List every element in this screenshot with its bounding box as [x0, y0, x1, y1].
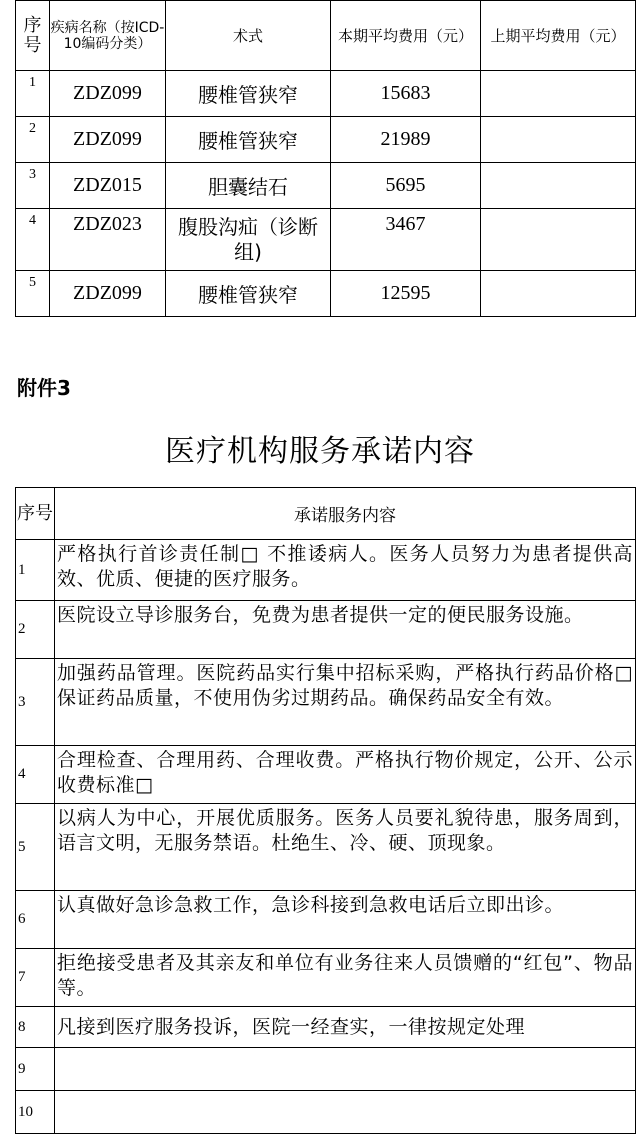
header-current-avg: 本期平均费用（元）: [331, 1, 481, 71]
commitment-text: 以病人为中心，开展优质服务。医务人员要礼貌待患，服务周到，语言文明，无服务禁语。杜绝生、冷、硬、顶现象。: [55, 804, 636, 891]
table-row: [16, 540, 636, 601]
row-number: 7: [16, 949, 55, 1007]
table-row: [16, 117, 636, 163]
commitment-text: 认真做好急诊急救工作，急诊科接到急救电话后立即出诊。: [55, 891, 636, 949]
procedure-name: 腰椎管狭窄: [166, 117, 331, 163]
procedure-name: 腰椎管狭窄: [166, 71, 331, 117]
current-cost: 21989: [331, 117, 481, 163]
row-number: 2: [16, 601, 55, 659]
previous-cost: [481, 163, 636, 209]
current-cost: 12595: [331, 271, 481, 317]
current-cost: 15683: [331, 71, 481, 117]
previous-cost: [481, 209, 636, 271]
disease-code: ZDZ099: [50, 71, 166, 117]
row-number: 5: [16, 804, 55, 891]
disease-code: ZDZ099: [50, 271, 166, 317]
table-row: [16, 746, 636, 804]
table-row: [16, 209, 636, 271]
row-number: 9: [16, 1048, 55, 1091]
table-row: [16, 1048, 636, 1091]
header-index: 序号: [16, 1, 50, 71]
commitment-text: 合理检查、合理用药、合理收费。严格执行物价规定，公开、公示收费标准□: [55, 746, 636, 804]
disease-code: ZDZ023: [50, 209, 166, 271]
table-row: [16, 804, 636, 891]
table-row: [16, 1007, 636, 1048]
table-row: [16, 659, 636, 746]
table-row: [16, 601, 636, 659]
table-row: [16, 163, 636, 209]
page-title: 医疗机构服务承诺内容: [165, 434, 475, 469]
table-row: [16, 271, 636, 317]
previous-cost: [481, 117, 636, 163]
row-number: 2: [16, 117, 50, 163]
cost-table: [15, 0, 636, 317]
row-number: 5: [16, 271, 50, 317]
previous-cost: [481, 271, 636, 317]
procedure-name: 腰椎管狭窄: [166, 271, 331, 317]
row-number: 8: [16, 1007, 55, 1048]
disease-code: ZDZ015: [50, 163, 166, 209]
current-cost: 5695: [331, 163, 481, 209]
commitment-text: 凡接到医疗服务投诉，医院一经查实，一律按规定处理: [55, 1007, 636, 1048]
row-number: 1: [16, 71, 50, 117]
table-row: [16, 949, 636, 1007]
header-disease: 疾病名称（按ICD-10编码分类）: [50, 1, 166, 71]
procedure-name: 胆囊结石: [166, 163, 331, 209]
commitment-text: [55, 1091, 636, 1134]
header-procedure: 术式: [166, 1, 331, 71]
header-previous-avg: 上期平均费用（元）: [481, 1, 636, 71]
row-number: 4: [16, 746, 55, 804]
cost-table-header: [16, 1, 636, 71]
commitment-text: 严格执行首诊责任制□ 不推诿病人。医务人员努力为患者提供高效、优质、便捷的医疗服务。: [55, 540, 636, 601]
previous-cost: [481, 71, 636, 117]
attachment-label: 附件3: [17, 376, 71, 400]
row-number: 3: [16, 163, 50, 209]
header-index: 序号: [16, 488, 55, 540]
table-row: [16, 891, 636, 949]
disease-code: ZDZ099: [50, 117, 166, 163]
commitment-table: [15, 487, 636, 1134]
row-number: 4: [16, 209, 50, 271]
row-number: 3: [16, 659, 55, 746]
row-number: 6: [16, 891, 55, 949]
header-content: 承诺服务内容: [55, 488, 636, 540]
procedure-name: 腹股沟疝（诊断组): [166, 209, 331, 271]
table-row: [16, 1091, 636, 1134]
row-number: 1: [16, 540, 55, 601]
commitment-text: 加强药品管理。医院药品实行集中招标采购，严格执行药品价格□ 保证药品质量，不使用伪劣过期药品。确保药品安全有效。: [55, 659, 636, 746]
current-cost: 3467: [331, 209, 481, 271]
commitment-table-header: [16, 488, 636, 540]
commitment-text: 拒绝接受患者及其亲友和单位有业务往来人员馈赠的“红包”、物品等。: [55, 949, 636, 1007]
commitment-text: 医院设立导诊服务台，免费为患者提供一定的便民服务设施。: [55, 601, 636, 659]
table-row: [16, 71, 636, 117]
commitment-text: [55, 1048, 636, 1091]
row-number: 10: [16, 1091, 55, 1134]
